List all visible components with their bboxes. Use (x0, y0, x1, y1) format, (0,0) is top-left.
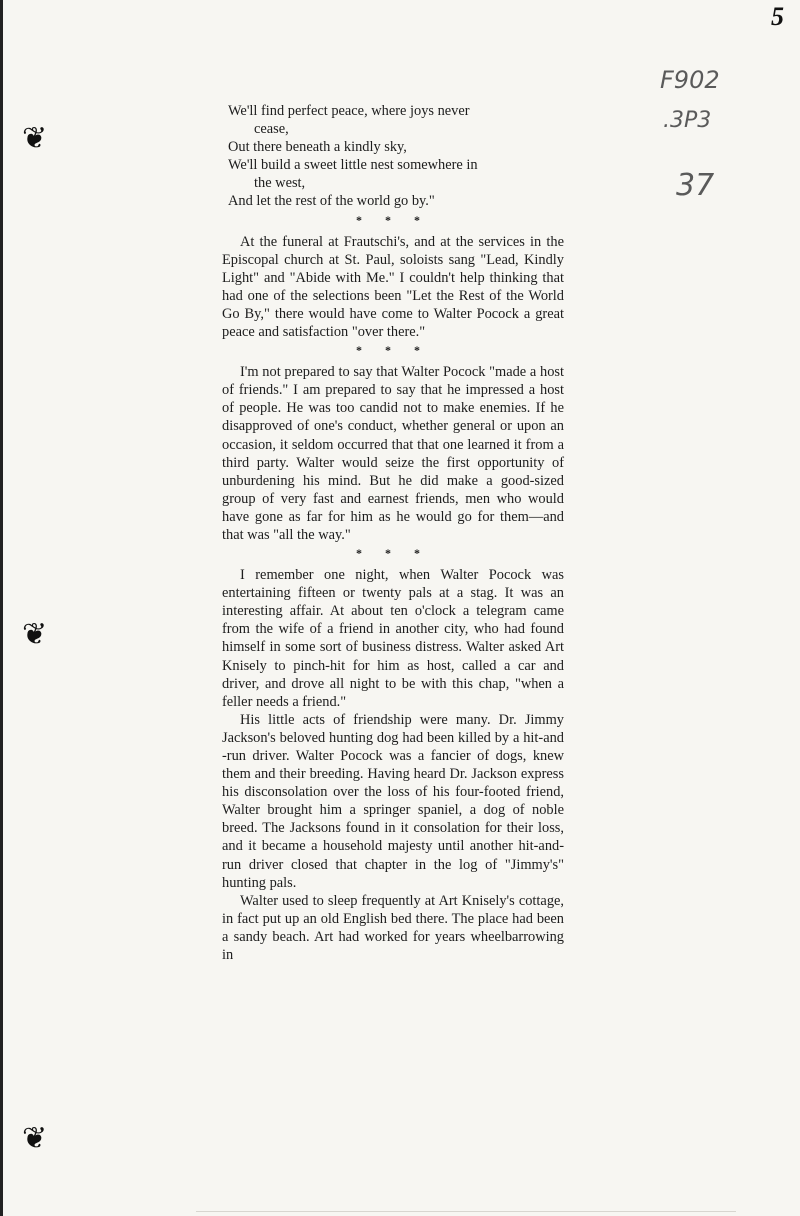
section-separator: * * * (356, 343, 430, 358)
handwritten-code-2: .3P3 (663, 108, 712, 133)
poem-line: the west, (254, 175, 306, 192)
page-number: 5 (771, 2, 784, 31)
poem-line: cease, (254, 121, 289, 138)
paragraph: I'm not prepared to say that Walter Pocock "made a host of friends." I am prepared to say that he impressed a host of people. He was too candid not to make enemies. If he disapproved of one's conduct, whether general or upon an occasion, it seldom occurred that that one learned it from a third party. Walter would seize the first opportunity of unburdening his mind. But he did make a good-sized group of very fast and earnest friends, men who would have gone as far for him as he would go for them—and that was "all the way." (222, 364, 564, 543)
poem-line: We'll find perfect peace, where joys never (228, 103, 470, 119)
section-separator: * * * (356, 212, 430, 227)
binder-hole-icon: ❦ (22, 122, 48, 155)
paragraph: Walter used to sleep frequently at Art Knisely's cottage, in fact put up an old English bed there. The place had been a sandy beach. Art had worked for years wheelbarrowing in (222, 892, 564, 964)
binder-hole-icon: ❦ (22, 618, 48, 651)
poem-line: And let the rest of the world go by." (228, 193, 435, 210)
poem-line: We'll build a sweet little nest somewhere in (228, 157, 478, 174)
page-edge (0, 0, 3, 1216)
poem-verse (222, 102, 564, 211)
paragraph: I remember one night, when Walter Pocock was entertaining fifteen or twenty pals at a stag. It was an interesting affair. At about ten o'clock a telegram came from the wife of a friend in another city, who had found himself in some sort of business distress. Walter asked Art Knisely to pinch-hit for him as host, called a car and driver, and drove all night to be with this chap, "when a feller needs a friend." (222, 567, 564, 710)
scan-edge (196, 1211, 736, 1212)
article-column (222, 102, 564, 964)
section-separator: * * * (356, 546, 430, 561)
handwritten-code-3: 37 (676, 168, 715, 203)
poem-line: Out there beneath a kindly sky, (228, 139, 407, 156)
handwritten-code-1: F902 (660, 66, 720, 94)
paragraph: At the funeral at Frautschi's, and at the services in the Episcopal church at St. Paul, soloists sang "Lead, Kindly Light" and "Abide with Me." I couldn't help thinking that had one of the selections been "Let the Rest of the World Go By," there would have come to Walter Pocock a great peace and satisfaction "over there." (222, 233, 564, 341)
paragraph: His little acts of friendship were many. Dr. Jimmy Jackson's beloved hunting dog had been killed by a hit-and -run driver. Walter Pocock was a fancier of dogs, knew them and their breeding. Having heard Dr. Jackson express his disconsolation over the loss of his four-footed friend, Walter brought him a springer spaniel, a dog of noble breed. The Jacksons found in it consolation for their loss, and it became a household majesty until another hit-and-run driver closed that chapter in the log of "Jimmy's" hunting pals. (222, 711, 564, 891)
binder-hole-icon: ❦ (22, 1122, 48, 1155)
